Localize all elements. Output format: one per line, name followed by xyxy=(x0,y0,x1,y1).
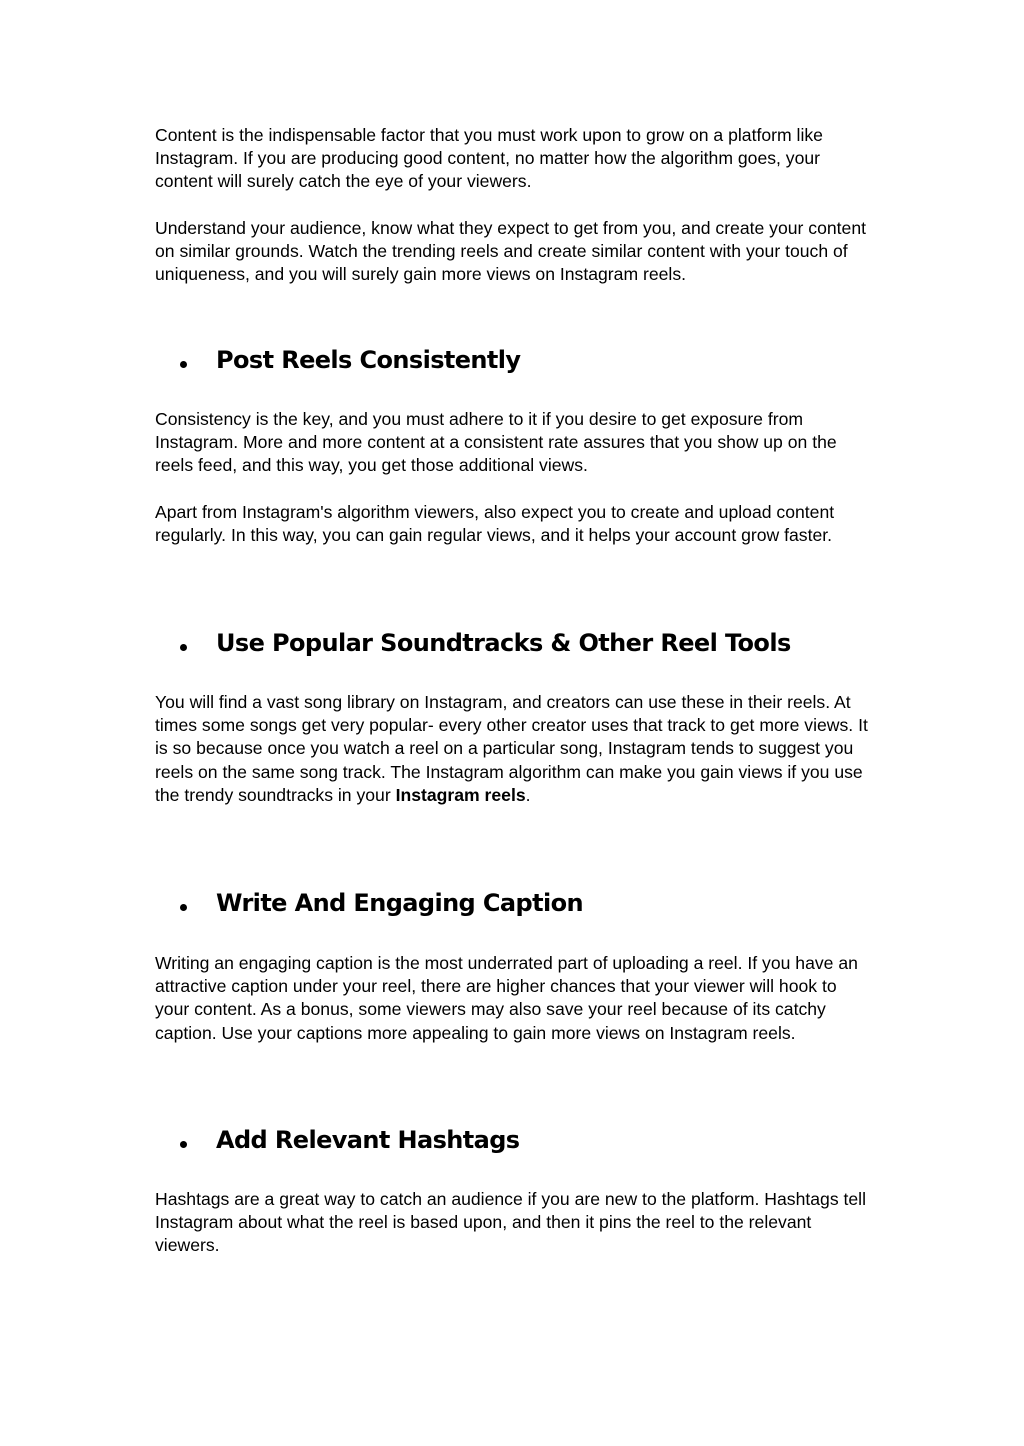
heading-text: Post Reels Consistently xyxy=(216,346,521,374)
bullet-icon xyxy=(180,361,187,368)
post-reels-paragraph-1: Consistency is the key, and you must adhere to it if you desire to get exposure from Instagram. More and more content at a consistent rate assures that you show up on the reels feed, and this way, you get those additional views. xyxy=(155,409,837,476)
bullet-icon xyxy=(180,644,187,651)
instagram-reels-bold: Instagram reels xyxy=(395,784,526,805)
intro-paragraph-1: Content is the indispensable factor that you must work upon to grow on a platform like Instagram. If you are producing good content, no matter how the algorithm goes, your content will surely catch the eye of your viewers. xyxy=(155,125,823,192)
hashtags-paragraph: Hashtags are a great way to catch an audience if you are new to the platform. Hashtags tell Instagram about what the reel is based upon, and then it pins the reel to the relevant viewers. xyxy=(155,1189,866,1256)
section-heading-caption xyxy=(180,883,583,923)
bullet-icon xyxy=(180,904,187,911)
soundtracks-paragraph xyxy=(155,691,875,807)
soundtracks-end: . xyxy=(525,784,531,805)
section-heading-hashtags xyxy=(180,1120,520,1160)
heading-text: Add Relevant Hashtags xyxy=(216,1126,520,1154)
caption-paragraph: Writing an engaging caption is the most underrated part of uploading a reel. If you have an attractive caption under your reel, there are higher chances that your viewer will hook to your content. As a bonus, some viewers may also save your reel because of its catchy caption. Use your captions more appealing to gain more views on Instagram reels. xyxy=(155,953,858,1043)
section-heading-post-reels xyxy=(180,340,520,380)
intro-paragraph-2: Understand your audience, know what they expect to get from you, and create your content on similar grounds. Watch the trending reels and create similar content with your touch of uniqueness, and you will surely gain more views on Instagram reels. xyxy=(155,218,867,285)
section-heading-soundtracks xyxy=(180,623,791,663)
heading-text: Use Popular Soundtracks & Other Reel Tools xyxy=(216,629,791,657)
bullet-icon xyxy=(180,1141,187,1148)
heading-text: Write And Engaging Caption xyxy=(216,889,583,917)
post-reels-paragraph-2: Apart from Instagram's algorithm viewers, also expect you to create and upload content regularly. In this way, you can gain regular views, and it helps your account grow faster. xyxy=(155,502,835,546)
soundtracks-text: You will find a vast song library on Instagram, and creators can use these in their reels. At times some songs get very popular- every other creator uses that track to get more views. It is so because once you watch a reel on a particular song, Instagram tends to suggest you reels on the same song track. The Instagram algorithm can make you gain views if you use the trendy soundtracks in your xyxy=(155,692,868,805)
